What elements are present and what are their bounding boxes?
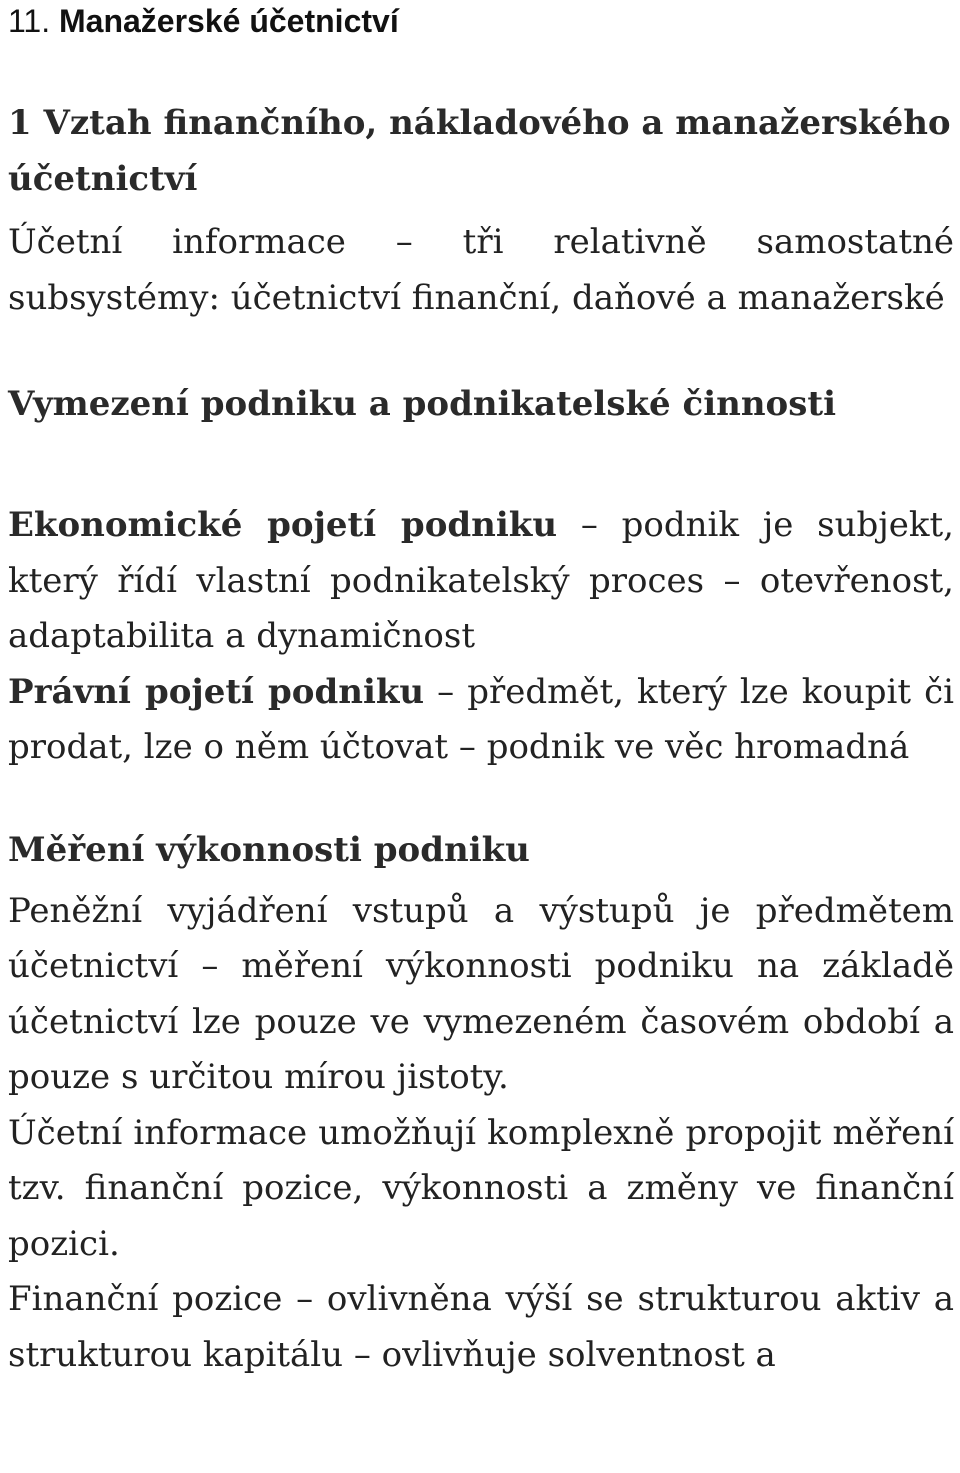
term-economic-concept: Ekonomické pojetí podniku — [8, 505, 558, 545]
paragraph-economic-concept — [8, 498, 954, 665]
paragraph-legal-concept — [8, 665, 954, 776]
chapter-number: 11. — [8, 3, 51, 39]
term-legal-concept: Právní pojetí podniku — [8, 671, 425, 712]
definition-economic-concept: – podnik je subjekt, který řídí vlastní podnikatelský proces – otevřenost, adaptabilita a dynamičnost — [8, 505, 954, 656]
section-title-relationship: 1 Vztah finančního, nákladového a manažerského účetnictví — [8, 103, 951, 199]
paragraph-financial-position-link: Účetní informace umožňují komplexně propojit měření tzv. finanční pozice, výkonnosti a změny ve finanční pozici. — [8, 1112, 954, 1264]
paragraph-financial-position: Finanční pozice – ovlivněna výší se strukturou aktiv a strukturou kapitálu – ovlivňuje solventnost a — [8, 1279, 954, 1375]
section-title-enterprise-definition: Vymezení podniku a podnikatelské činnosti — [8, 384, 836, 424]
chapter-title: Manažerské účetnictví — [59, 3, 399, 39]
paragraph-accounting-subsystems: Účetní informace – tři relativně samostatné subsystémy: účetnictví finanční, daňové a manažerské — [8, 222, 954, 318]
paragraph-monetary-expression: Peněžní vyjádření vstupů a výstupů je předmětem účetnictví – měření výkonnosti podniku na základě účetnictví lze pouze ve vymezeném časovém období a pouze s určitou mírou jistoty. — [8, 890, 954, 1097]
section-title-performance-measurement: Měření výkonnosti podniku — [8, 829, 530, 870]
document-title — [8, 0, 954, 38]
definition-legal-concept: – předmět, který lze koupit či prodat, lze o něm účtovat – podnik ve věc hromadná — [8, 671, 954, 767]
